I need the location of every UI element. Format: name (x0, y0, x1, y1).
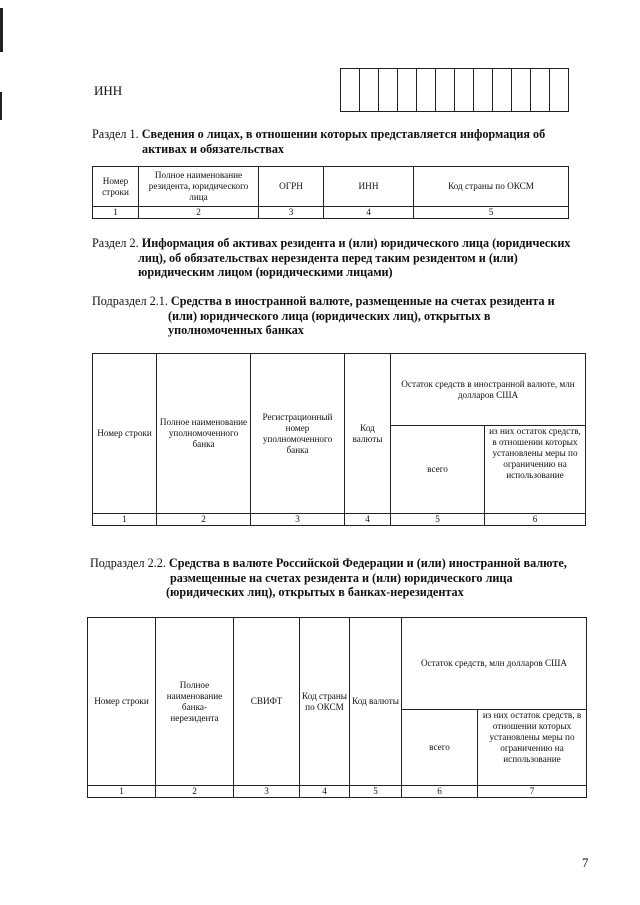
col-header-ogrn: ОГРН (259, 167, 324, 207)
col-header-inn: ИНН (324, 167, 414, 207)
subsection22-prefix: Подраздел 2.2. (90, 556, 166, 570)
column-number: 5 (414, 207, 569, 219)
subsection22-table (87, 617, 587, 798)
column-number: 2 (156, 786, 234, 798)
col-header-name: Полное наименование резидента, юридического лица (139, 167, 259, 207)
subsection22-title-line2: размещенные на счетах резидента и (или) юридического лица (170, 570, 513, 585)
inn-digit-box (417, 69, 436, 111)
col-header-bank-name: Полное наименование банка-нерезидента (156, 618, 234, 786)
inn-entry-boxes (340, 68, 569, 112)
subsection21-title-line2: (или) юридического лица (юридических лиц), открытых в (168, 308, 491, 323)
inn-digit-box (474, 69, 493, 111)
col-header-country-code: Код страны по ОКСМ (300, 618, 350, 786)
column-number: 1 (88, 786, 156, 798)
section2-prefix: Раздел 2. (92, 236, 139, 250)
column-number: 1 (93, 514, 157, 526)
subsection21-heading (92, 294, 622, 338)
section1-table (92, 166, 569, 219)
inn-digit-box (550, 69, 568, 111)
section2-title-line2: лиц), об обязательствах нерезидента перед таким резидентом и (или) (138, 250, 518, 265)
col-header-balance: Остаток средств, млн долларов США (402, 618, 587, 710)
col-header-total: всего (402, 710, 478, 786)
col-header-restricted: из них остаток средств, в отношении которых установлены меры по ограничению на использование (478, 710, 587, 786)
column-number: 3 (251, 514, 345, 526)
inn-digit-box (493, 69, 512, 111)
subsection22-heading (90, 556, 630, 600)
col-header-reg-number: Регистрационный номер уполномоченного банка (251, 354, 345, 514)
column-number: 4 (300, 786, 350, 798)
column-number: 7 (478, 786, 587, 798)
col-header-balance: Остаток средств в иностранной валюте, млн долларов США (391, 354, 586, 426)
scan-artifact (0, 8, 3, 52)
column-number: 2 (157, 514, 251, 526)
column-number: 6 (402, 786, 478, 798)
section2-heading (92, 236, 622, 280)
inn-digit-box (398, 69, 417, 111)
subsection21-title-line3: уполномоченных банках (168, 323, 304, 338)
column-number: 4 (324, 207, 414, 219)
subsection22-title-line3: (юридических лиц), открытых в банках-нерезидентах (166, 585, 464, 600)
col-header-bank-name: Полное наименование уполномоченного банка (157, 354, 251, 514)
inn-digit-box (512, 69, 531, 111)
col-header-currency-code: Код валюты (350, 618, 402, 786)
subsection21-prefix: Подраздел 2.1. (92, 294, 168, 308)
section1-title-line1: Сведения о лицах, в отношении которых представляется информация об (141, 127, 546, 141)
col-header-currency-code: Код валюты (345, 354, 391, 514)
col-header-restricted: из них остаток средств, в отношении которых установлены меры по ограничению на использование (485, 426, 586, 514)
column-number: 3 (234, 786, 300, 798)
col-header-number: Номер строки (93, 167, 139, 207)
column-number: 5 (350, 786, 402, 798)
subsection21-table (92, 353, 586, 526)
table-header-row (93, 354, 586, 426)
column-number: 3 (259, 207, 324, 219)
col-header-number: Номер строки (88, 618, 156, 786)
inn-digit-box (531, 69, 550, 111)
column-number: 5 (391, 514, 485, 526)
section2-title-line3: юридическим лицом (юридическими лицами) (138, 265, 393, 280)
column-number-row (88, 786, 587, 798)
column-number: 4 (345, 514, 391, 526)
section1-prefix: Раздел 1. (92, 127, 139, 141)
col-header-country-code: Код страны по ОКСМ (414, 167, 569, 207)
inn-digit-box (360, 69, 379, 111)
column-number: 6 (485, 514, 586, 526)
subsection21-title-line1: Средства в иностранной валюте, размещенные на счетах резидента и (170, 294, 555, 308)
inn-digit-box (379, 69, 398, 111)
table-header-row (88, 618, 587, 710)
section1-heading (92, 127, 612, 156)
section1-title-line2: активах и обязательствах (142, 141, 285, 156)
inn-digit-box (341, 69, 360, 111)
column-number: 2 (139, 207, 259, 219)
col-header-total: всего (391, 426, 485, 514)
scan-artifact (0, 92, 2, 120)
column-number: 1 (93, 207, 139, 219)
col-header-swift: СВИФТ (234, 618, 300, 786)
inn-label: ИНН (94, 83, 123, 98)
section2-title-line1: Информация об активах резидента и (или) юридического лица (юридических (141, 236, 571, 250)
col-header-number: Номер строки (93, 354, 157, 514)
subsection22-title-line1: Средства в валюте Российской Федерации и (или) иностранной валюте, (168, 556, 567, 570)
inn-digit-box (455, 69, 474, 111)
column-number-row (93, 514, 586, 526)
table-header-row (93, 167, 569, 207)
column-number-row (93, 207, 569, 219)
inn-digit-box (436, 69, 455, 111)
page-number: 7 (582, 855, 589, 870)
